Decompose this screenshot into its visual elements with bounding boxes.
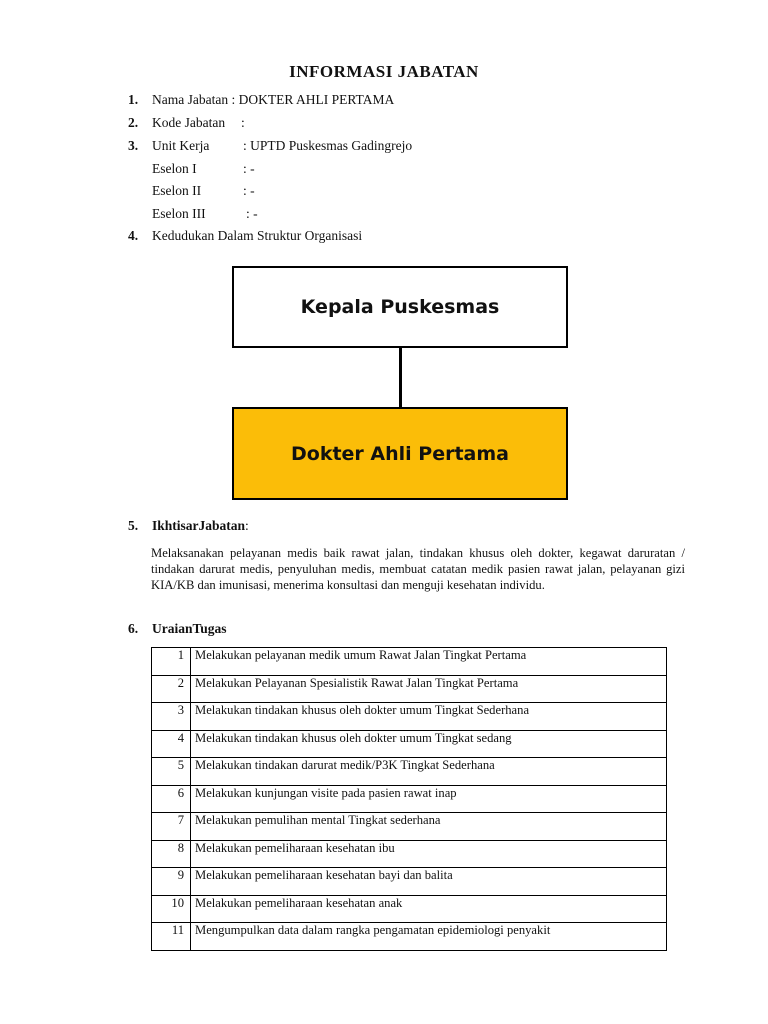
org-box-label: Dokter Ahli Pertama [291,442,509,465]
row-number: 1 [152,648,191,676]
item-number: 2. [128,115,139,130]
row-text: Mengumpulkan data dalam rangka pengamatan epidemiologi penyakit [191,923,667,951]
item-number: 3. [128,138,139,153]
eselon-2-label: Eselon II [152,183,202,198]
table-row [152,840,667,868]
row-text: Melakukan tindakan khusus oleh dokter umum Tingkat Sederhana [191,703,667,731]
row-text: Melakukan pemeliharaan kesehatan bayi dan balita [191,868,667,896]
item-number: 4. [128,228,139,243]
table-row [152,648,667,676]
row-text: Melakukan Pelayanan Spesialistik Rawat Jalan Tingkat Pertama [191,675,667,703]
row-number: 7 [152,813,191,841]
table-row [152,730,667,758]
row-text: Melakukan tindakan khusus oleh dokter umum Tingkat sedang [191,730,667,758]
kode-jabatan-value: : [241,115,245,130]
table-row [152,703,667,731]
row-number: 8 [152,840,191,868]
row-number: 6 [152,785,191,813]
row-number: 11 [152,923,191,951]
org-box-label: Kepala Puskesmas [300,296,500,318]
kedudukan-label: Kedudukan Dalam Struktur Organisasi [152,228,363,243]
ikhtisar-colon: : [245,518,249,533]
eselon-3-value: : - [246,206,258,221]
row-number: 9 [152,868,191,896]
org-box-kepala-puskesmas [232,266,568,348]
page-title: INFORMASI JABATAN [289,62,479,81]
row-text: Melakukan pemeliharaan kesehatan anak [191,895,667,923]
kode-jabatan-label: Kode Jabatan [152,115,226,130]
row-text: Melakukan pemulihan mental Tingkat sederhana [191,813,667,841]
org-box-dokter-ahli-pertama [232,407,568,500]
uraian-tugas-table [151,647,667,951]
unit-kerja-label: Unit Kerja [152,138,210,153]
row-number: 2 [152,675,191,703]
table-row [152,758,667,786]
row-number: 10 [152,895,191,923]
item-number: 6. [128,621,139,636]
row-text: Melakukan kunjungan visite pada pasien rawat inap [191,785,667,813]
row-number: 5 [152,758,191,786]
eselon-3-label: Eselon III [152,206,206,221]
table-row [152,923,667,951]
unit-kerja-value: : UPTD Puskesmas Gadingrejo [243,138,413,153]
ikhtisar-label: IkhtisarJabatan [152,518,246,533]
row-number: 3 [152,703,191,731]
eselon-1-label: Eselon I [152,161,197,176]
row-number: 4 [152,730,191,758]
eselon-2-value: : - [243,183,255,198]
eselon-1-value: : - [243,161,255,176]
item-number: 5. [128,518,139,533]
nama-jabatan: Nama Jabatan : DOKTER AHLI PERTAMA [152,92,395,107]
ikhtisar-heading [152,518,249,534]
row-text: Melakukan tindakan darurat medik/P3K Tingkat Sederhana [191,758,667,786]
row-text: Melakukan pelayanan medik umum Rawat Jalan Tingkat Pertama [191,648,667,676]
table-row [152,813,667,841]
org-connector-line [399,348,402,407]
item-number: 1. [128,92,139,107]
table-row [152,868,667,896]
uraian-heading: UraianTugas [152,621,227,636]
table-row [152,675,667,703]
table-row [152,895,667,923]
row-text: Melakukan pemeliharaan kesehatan ibu [191,840,667,868]
table-row [152,785,667,813]
ikhtisar-paragraph: Melaksanakan pelayanan medis baik rawat jalan, tindakan khusus oleh dokter, kegawat daruratan / tindakan darurat medis, penyuluhan medis, membuat catatan medik pasien rawat jalan, pelayanan gizi KIA/KB dan imunisasi, menerima konsultasi dan menguji kesehatan individu. [151,546,685,592]
